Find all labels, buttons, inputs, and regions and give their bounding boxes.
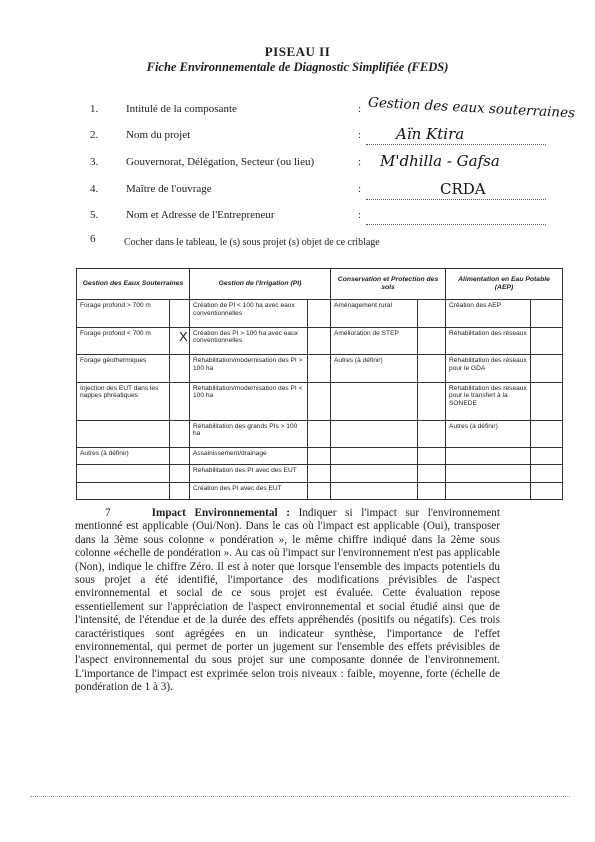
section-7-num: 7: [105, 507, 111, 519]
checkbox-cell[interactable]: [170, 465, 190, 482]
form-value-location[interactable]: M'dhilla - Gafsa: [380, 152, 500, 170]
checkbox-cell[interactable]: [531, 420, 563, 448]
subproject-table: [76, 268, 563, 500]
form-label-component: Intitulé de la composante: [126, 103, 237, 115]
checkbox-cell[interactable]: [308, 465, 331, 482]
checkbox-cell[interactable]: [531, 482, 563, 499]
form-label-checklist: Cocher dans le tableau, le (s) sous projet (s) objet de ce criblage: [124, 237, 380, 248]
checkbox-cell[interactable]: [170, 420, 190, 448]
checkbox-cell[interactable]: [308, 382, 331, 420]
cell-label: [331, 420, 418, 448]
table-row: [77, 355, 563, 383]
cell-label: Réhabilitation des grands PIs > 100 ha: [190, 420, 308, 448]
cell-label: Aménagement rural: [331, 300, 418, 328]
form-value-project[interactable]: Aïn Ktira: [396, 125, 465, 143]
form-colon: :: [358, 209, 362, 221]
cell-label: Forage profond < 700 m: [77, 327, 170, 355]
section-7-text: Indiquer si l'impact sur l'environnement mentionné est applicable (Oui/Non). Dans le cas où l'impact est applicable (Oui), transposer dans la 3ème sous colonne « pondération », le même chiffre indiqué dans la 2ème sous colonne «échelle de pondération ». Au cas où l'impact sur l'environnement n'est pas applicable (Non), indique le chiffre Zéro. Il est à noter que lorsque l'ensemble des impacts potentiels du sous projet a été identifié, l'importance des modifications prévisibles de l'aspect environnemental et social de ce sous projet est évaluée. Cette évaluation repose essentiellement sur l'appréciation de l'aspect environnemental et social étudié ainsi que de l'intensité, de l'étendue et de la durée des effets appréhendés (positifs ou négatifs). Ces trois caractéristiques sont agrégées en un indicateur synthèse, l'importance de l'effet environnemental, qui permet de porter un jugement sur l'ensemble des effets prévisibles de l'aspect environnemental du sous projet sur une composante donnée de l'environnement. L'importance de l'impact est exprimée selon trois niveaux : faible, moyenne, forte (échelle de pondération de 1 à 3).: [75, 507, 501, 694]
form-value-component[interactable]: Gestion des eaux souterraines: [367, 94, 576, 122]
checkbox-cell[interactable]: [531, 300, 563, 328]
cell-label: [331, 465, 418, 482]
cell-label: Création de PI < 100 ha avec eaux conventionnelles: [190, 300, 308, 328]
cell-label: Forage géothermiques: [77, 355, 170, 383]
checkbox-cell[interactable]: [170, 482, 190, 499]
cell-label: Autres (à définir): [446, 420, 531, 448]
section-7: [75, 507, 500, 695]
checkbox-cell[interactable]: [170, 355, 190, 383]
checkbox-cell[interactable]: [308, 448, 331, 465]
cell-label: Assainissement/drainage: [190, 448, 308, 465]
table-row: [77, 482, 563, 499]
cell-label: Création des PI > 100 ha avec eaux conventionnelles: [190, 327, 308, 355]
document-title: PISEAU II: [264, 44, 331, 59]
form-colon: :: [358, 183, 362, 195]
checkbox-cell[interactable]: [170, 448, 190, 465]
form-num-3: 3.: [90, 156, 99, 168]
checkbox-cell[interactable]: [418, 382, 446, 420]
cell-label: [77, 465, 170, 482]
checkbox-cell[interactable]: [531, 465, 563, 482]
cell-label: Injection des EUT dans les nappes phréatiques: [77, 382, 170, 420]
form-value-contractor[interactable]: [366, 212, 546, 225]
cell-label: Réhabilitation des réseaux pour le GDA: [446, 355, 531, 383]
table-row: [77, 420, 563, 448]
checkbox-cell[interactable]: [418, 355, 446, 383]
checkbox-cell[interactable]: [418, 465, 446, 482]
checkbox-cell[interactable]: [418, 420, 446, 448]
checkbox-cell[interactable]: [531, 448, 563, 465]
form-label-project: Nom du projet: [126, 129, 191, 141]
footer-scan-line: [30, 796, 570, 797]
cell-label: Autres (à définir): [331, 355, 418, 383]
section-7-heading: Impact Environnemental :: [151, 507, 290, 519]
form-num-1: 1.: [90, 103, 99, 115]
cell-label: Forage profond > 700 m: [77, 300, 170, 328]
checkbox-cell[interactable]: [308, 327, 331, 355]
form-num-6: 6: [90, 233, 96, 245]
form-label-location: Gouvernorat, Délégation, Secteur (ou lieu): [126, 156, 315, 168]
table-row: [77, 300, 563, 328]
checkbox-cell[interactable]: [308, 300, 331, 328]
checkbox-cell[interactable]: [531, 327, 563, 355]
header-irrigation: Gestion de l'Irrigation (PI): [190, 269, 331, 300]
cell-label: Réhabilitation des réseaux pour le transfert à la SONEDE: [446, 382, 531, 420]
form-colon: :: [358, 156, 362, 168]
form-label-contractor: Nom et Adresse de l'Entrepreneur: [126, 209, 275, 221]
cell-label: Amélioration de STEP: [331, 327, 418, 355]
table-row: [77, 448, 563, 465]
checkmark-x: X: [179, 329, 188, 344]
table-row: [77, 382, 563, 420]
checkbox-cell[interactable]: [170, 382, 190, 420]
checkbox-cell[interactable]: [308, 355, 331, 383]
table-row: [77, 327, 563, 355]
cell-label: Réhabilitation des réseaux: [446, 327, 531, 355]
cell-label: Création des AEP: [446, 300, 531, 328]
form-colon: :: [358, 129, 362, 141]
checkbox-cell[interactable]: [308, 482, 331, 499]
checkbox-cell[interactable]: [531, 355, 563, 383]
cell-label: Réhabilitation/modernisation des PI > 100 ha: [190, 355, 308, 383]
cell-label: Réhabilitation/modernisation des PI < 100 ha: [190, 382, 308, 420]
form-num-5: 5.: [90, 209, 99, 221]
checkbox-cell[interactable]: [308, 420, 331, 448]
header-soil: Conservation et Protection des sols: [331, 269, 446, 300]
cell-label: [331, 482, 418, 499]
cell-label: [77, 420, 170, 448]
header-drinking-water: Alimentation en Eau Potable (AEP): [446, 269, 563, 300]
form-num-4: 4.: [90, 183, 99, 195]
table-row: [77, 465, 563, 482]
header-groundwater: Gestion des Eaux Souterraines: [77, 269, 190, 300]
cell-label: Réhabilitation des PI avec des EUT: [190, 465, 308, 482]
document-subtitle: Fiche Environnementale de Diagnostic Simplifiée (FEDS): [146, 60, 449, 74]
cell-label: [446, 448, 531, 465]
cell-label: Création des PI avec des EUT: [190, 482, 308, 499]
checkbox-cell[interactable]: [531, 382, 563, 420]
checkbox-cell[interactable]: [418, 327, 446, 355]
cell-label: [331, 382, 418, 420]
checkbox-cell[interactable]: [418, 300, 446, 328]
form-label-owner: Maître de l'ouvrage: [126, 183, 212, 195]
form-colon: :: [358, 103, 362, 115]
cell-label: [446, 465, 531, 482]
checkbox-cell[interactable]: [418, 448, 446, 465]
cell-label: Autres (à définir): [77, 448, 170, 465]
checkbox-cell[interactable]: [170, 300, 190, 328]
cell-label: [77, 482, 170, 499]
cell-label: [446, 482, 531, 499]
form-num-2: 2.: [90, 129, 99, 141]
cell-label: [331, 448, 418, 465]
form-value-owner[interactable]: CRDA: [440, 180, 486, 198]
checkbox-cell[interactable]: [418, 482, 446, 499]
